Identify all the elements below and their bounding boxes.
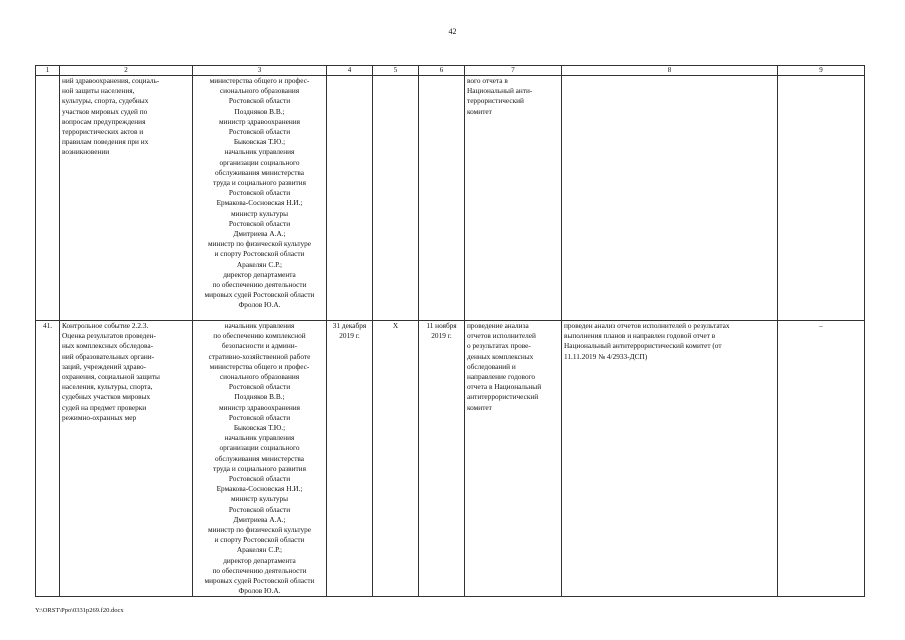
table-row-41 <box>36 321 865 597</box>
cell-text-line: и спорту Ростовской области <box>214 249 305 259</box>
cell-text-line: населения, культуры, спорта, <box>62 382 153 392</box>
responsible-persons-cell <box>193 321 327 597</box>
cell-text-line: Ростовской области <box>228 474 291 484</box>
cell-text-line: начальник управления <box>224 321 295 330</box>
header-cell: 8 <box>562 66 778 76</box>
row-number-cell: 41. <box>36 321 60 597</box>
cell-text-line: по обеспечению комплексной <box>213 331 306 341</box>
cell-text-line: вопросам предупреждения <box>62 116 146 126</box>
row-number-cell <box>36 76 60 321</box>
cell-text-line: судей на предмет проверки <box>62 402 147 412</box>
cell-text-line: денных комплексных <box>467 351 534 361</box>
cell-text-line: Ростовской области <box>228 218 291 228</box>
cell-text-line: 2019 г. <box>431 331 452 341</box>
cell-text-line: Национальный анти- <box>467 86 533 96</box>
actual-result-cell <box>562 321 778 597</box>
header-cell: 9 <box>778 66 865 76</box>
cell-text-line: проведен анализ отчетов исполнителей о результатах <box>564 321 730 330</box>
event-description-cell <box>60 76 193 321</box>
cell-text-line: Ростовской области <box>228 127 291 137</box>
cell-text-line: Фролов Ю.А. <box>238 586 281 596</box>
cell-text-line: правилам поведения при их <box>62 137 149 147</box>
cell-text-line: начальник управления <box>224 147 295 157</box>
cell-text-line: Дмитриева А.А.; <box>233 229 286 239</box>
cell-text-line: Быковская Т.Ю.; <box>233 423 286 433</box>
actual-result-cell <box>562 76 778 321</box>
page-number: 42 <box>448 27 457 36</box>
cell-text-line: антитеррористический <box>467 392 539 402</box>
cell-text-line: заций, учреждений здраво- <box>62 361 147 371</box>
cell-text-line: возникновении <box>62 147 110 157</box>
cell-text-line: Ростовской области <box>228 188 291 198</box>
cell-text-line: ний образовательных органи- <box>62 351 155 361</box>
cell-text-line: направление годового <box>467 372 536 382</box>
cell-text-line: Национальный антитеррористический комитет (от <box>564 341 722 351</box>
cell-text-line: культуры, спорта, судебных <box>62 96 149 106</box>
header-cell: 4 <box>327 66 373 76</box>
header-cell: 5 <box>373 66 419 76</box>
cell-text-line: сионального образования <box>219 86 300 96</box>
cell-text-line: Контрольное событие 2.2.3. <box>62 321 149 330</box>
cell-text-line: Ростовской области <box>228 504 291 514</box>
cell-text-line: 31 декабря <box>332 321 367 330</box>
cell-text-line: террористических актов и <box>62 127 144 137</box>
cell-text-line: 11 ноября <box>426 321 457 330</box>
cell-text-line: Дмитриева А.А.; <box>233 514 286 524</box>
event-description-cell <box>60 321 193 597</box>
cell-text-line: и спорту Ростовской области <box>214 535 305 545</box>
cell-text-line: министр культуры <box>230 494 289 504</box>
header-cell: 6 <box>419 66 465 76</box>
cell-text-line: по обеспечению деятельности <box>212 565 307 575</box>
cell-text-line: ний здравоохранения, социаль- <box>62 76 160 85</box>
cell-text-line: вого отчета в <box>467 76 508 85</box>
expected-result-cell <box>465 76 562 321</box>
cell-text-line: ной защиты населения, <box>62 86 135 96</box>
plan-date-cell <box>327 76 373 321</box>
cell-text-line: по обеспечению деятельности <box>212 280 307 290</box>
col5-cell: Х <box>373 321 419 597</box>
cell-text-line: Ермакова-Сосновская Н.И.; <box>216 198 303 208</box>
report-table <box>35 65 865 597</box>
cell-text-line: организации социального <box>219 157 300 167</box>
cell-text-line: организации социального <box>219 443 300 453</box>
cell-text-line: режимно-охранных мер <box>62 412 137 422</box>
file-path-footer: Y:\ORST\Ppo\0331p269.f20.docx <box>35 607 124 614</box>
actual-date-cell <box>419 76 465 321</box>
cell-text-line: министерства общего и профес- <box>209 76 310 85</box>
cell-text-line: Ростовской области <box>228 96 291 106</box>
cell-text-line: участков мировых судей по <box>62 106 148 116</box>
cell-text-line: министр здравоохранения <box>218 402 301 412</box>
cell-text-line: министр культуры <box>230 208 289 218</box>
cell-text-line: обследований и <box>467 361 516 371</box>
cell-text-line: министр по физической культуре <box>207 525 312 535</box>
cell-text-line: министерства общего и профес- <box>209 361 310 371</box>
cell-text-line: выполнения планов и направлен годовой отчет в <box>564 331 716 341</box>
cell-text-line: судебных участков мировых <box>62 392 151 402</box>
cell-text-line: стративно-хозяйственной работе <box>208 351 311 361</box>
cell-text-line: сионального образования <box>219 372 300 382</box>
actual-date-cell <box>419 321 465 597</box>
notes-cell: – <box>778 321 865 597</box>
cell-text-line: министр по физической культуре <box>207 239 312 249</box>
header-cell: 7 <box>465 66 562 76</box>
cell-text-line: обслуживания министерства <box>215 167 304 177</box>
cell-text-line: о результатах прове- <box>467 341 531 351</box>
responsible-persons-cell <box>193 76 327 321</box>
cell-text-line: комитет <box>467 106 492 116</box>
header-cell: 1 <box>36 66 60 76</box>
cell-text-line: Поздняков В.В.; <box>234 106 285 116</box>
cell-text-line: начальник управления <box>224 433 295 443</box>
cell-text-line: Фролов Ю.А. <box>238 300 281 310</box>
cell-text-line: Ростовской области <box>228 382 291 392</box>
table-row-continued <box>36 76 865 321</box>
cell-text-line: Аракелян С.Р.; <box>236 259 283 269</box>
cell-text-line: комитет <box>467 402 492 412</box>
col5-cell <box>373 76 419 321</box>
cell-text-line: Ермакова-Сосновская Н.И.; <box>216 484 303 494</box>
cell-text-line: обслуживания министерства <box>215 453 304 463</box>
cell-text-line: директор департамента <box>223 555 296 565</box>
cell-text-line: Быковская Т.Ю.; <box>233 137 286 147</box>
header-cell: 2 <box>60 66 193 76</box>
cell-text-line: отчетов исполнителей <box>467 331 536 341</box>
cell-text-line: мировых судей Ростовской области <box>204 290 315 300</box>
cell-text-line: 2019 г. <box>339 331 360 341</box>
cell-text-line: министр здравоохранения <box>218 116 301 126</box>
cell-text-line: Ростовской области <box>228 412 291 422</box>
cell-text-line: террористический <box>467 96 524 106</box>
cell-text-line: Аракелян С.Р.; <box>236 545 283 555</box>
cell-text-line: труда и социального развития <box>213 463 306 473</box>
plan-date-cell <box>327 321 373 597</box>
cell-text-line: проведение анализа <box>467 321 529 330</box>
expected-result-cell <box>465 321 562 597</box>
cell-text-line: директор департамента <box>223 269 296 279</box>
notes-cell <box>778 76 865 321</box>
cell-text-line: Оценка результатов проведен- <box>62 331 156 341</box>
cell-text-line: мировых судей Ростовской области <box>204 576 315 586</box>
table-header-row <box>36 66 865 76</box>
header-cell: 3 <box>193 66 327 76</box>
cell-text-line: безопасности и админи- <box>221 341 298 351</box>
cell-text-line: Поздняков В.В.; <box>234 392 285 402</box>
cell-text-line: труда и социального развития <box>213 178 306 188</box>
cell-text-line: 11.11.2019 № 4/2933-ДСП) <box>564 351 648 361</box>
cell-text-line: охранения, социальной защиты <box>62 372 160 382</box>
cell-text-line: ных комплексных обследова- <box>62 341 154 351</box>
cell-text-line: отчета в Национальный <box>467 382 542 392</box>
